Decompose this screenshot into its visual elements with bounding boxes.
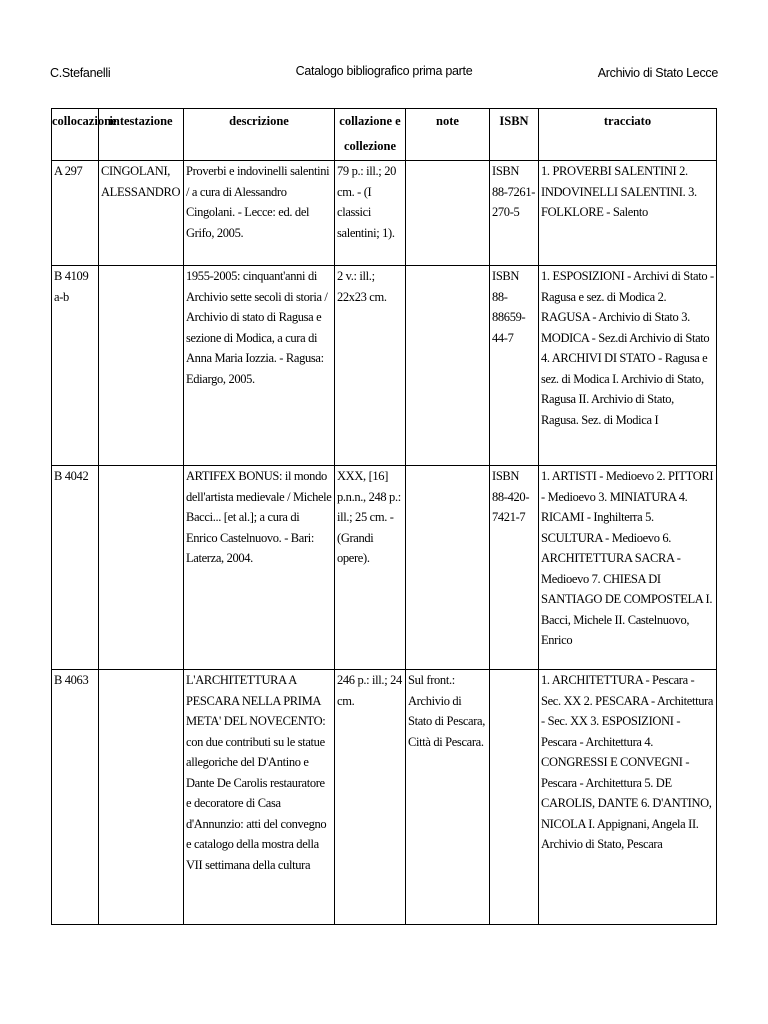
table-row — [52, 161, 717, 266]
cell-collocazione: B 4042 — [52, 466, 99, 670]
col-collocazione-header: collocazione — [52, 109, 99, 161]
cell-collocazione: B 4109 a-b — [52, 266, 99, 466]
cell-tracciato: 1. PROVERBI SALENTINI 2. INDOVINELLI SALENTINI. 3. FOLKLORE - Salento — [539, 161, 717, 266]
col-descrizione-header: descrizione — [184, 109, 335, 161]
cell-descrizione: 1955-2005: cinquant'anni di Archivio sette secoli di storia / Archivio di stato di Ragusa e sezione di Modica, a cura di Anna Maria Iozzia. - Ragusa: Ediargo, 2005. — [184, 266, 335, 466]
header-author: C.Stefanelli — [50, 66, 111, 80]
cell-isbn: ISBN 88-88659-44-7 — [490, 266, 539, 466]
col-isbn-header: ISBN — [490, 109, 539, 161]
cell-descrizione: L'ARCHITETTURA A PESCARA NELLA PRIMA META' DEL NOVECENTO: con due contributi su le statue allegoriche del D'Antino e Dante De Carolis restauratore e decoratore di Casa d'Annunzio: atti del convegno e catalogo della mostra della VII settimana della cultura — [184, 670, 335, 925]
cell-collazione: 246 p.: ill.; 24 cm. — [335, 670, 406, 925]
table-row — [52, 466, 717, 670]
cell-collazione: 2 v.: ill.; 22x23 cm. — [335, 266, 406, 466]
cell-intestazione — [99, 670, 184, 925]
cell-tracciato: 1. ARTISTI - Medioevo 2. PITTORI - Medioevo 3. MINIATURA 4. RICAMI - Inghilterra 5. SCULTURA - Medioevo 6. ARCHITETTURA SACRA - Medioevo 7. CHIESA DI SANTIAGO DE COMPOSTELA I. Bacci, Michele II. Castelnuovo, Enrico — [539, 466, 717, 670]
cell-collocazione: B 4063 — [52, 670, 99, 925]
header-row — [52, 109, 717, 161]
cell-note — [406, 161, 490, 266]
col-collazione-header: collazione e collezione — [335, 109, 406, 161]
header-title: Catalogo bibliografico prima parte — [295, 64, 473, 78]
cell-note — [406, 266, 490, 466]
cell-note: Sul front.: Archivio di Stato di Pescara, Città di Pescara. — [406, 670, 490, 925]
table-row — [52, 670, 717, 925]
col-tracciato-header: tracciato — [539, 109, 717, 161]
col-note-header: note — [406, 109, 490, 161]
cell-tracciato: 1. ARCHITETTURA - Pescara -Sec. XX 2. PESCARA - Architettura - Sec. XX 3. ESPOSIZIONI - Pescara - Architettura 4. CONGRESSI E CONVEGNI - Pescara - Architettura 5. DE CAROLIS, DANTE 6. D'ANTINO, NICOLA I. Appignani, Angela II. Archivio di Stato, Pescara — [539, 670, 717, 925]
cell-isbn: ISBN 88-420-7421-7 — [490, 466, 539, 670]
table-row — [52, 266, 717, 466]
cell-isbn: ISBN 88-7261-270-5 — [490, 161, 539, 266]
col-intestazione-header: intestazione — [99, 109, 184, 161]
cell-intestazione: CINGOLANI, ALESSANDRO — [99, 161, 184, 266]
cell-tracciato: 1. ESPOSIZIONI - Archivi di Stato - Ragusa e sez. di Modica 2. RAGUSA - Archivio di Stato 3. MODICA - Sez.di Archivio di Stato 4. ARCHIVI DI STATO - Ragusa e sez. di Modica I. Archivio di Stato, Ragusa II. Archivio di Stato, Ragusa. Sez. di Modica I — [539, 266, 717, 466]
cell-isbn — [490, 670, 539, 925]
cell-collazione: XXX, [16] p.n.n., 248 p.: ill.; 25 cm. - (Grandi opere). — [335, 466, 406, 670]
cell-descrizione: Proverbi e indovinelli salentini / a cura di Alessandro Cingolani. - Lecce: ed. del Grifo, 2005. — [184, 161, 335, 266]
cell-intestazione — [99, 466, 184, 670]
cell-collazione: 79 p.: ill.; 20 cm. - (I classici salentini; 1). — [335, 161, 406, 266]
cell-note — [406, 466, 490, 670]
header-institution: Archivio di Stato Lecce — [597, 66, 718, 80]
cell-collocazione: A 297 — [52, 161, 99, 266]
cell-intestazione — [99, 266, 184, 466]
catalog-table — [51, 108, 717, 925]
cell-descrizione: ARTIFEX BONUS: il mondo dell'artista medievale / Michele Bacci... [et al.]; a cura di Enrico Castelnuovo. - Bari: Laterza, 2004. — [184, 466, 335, 670]
